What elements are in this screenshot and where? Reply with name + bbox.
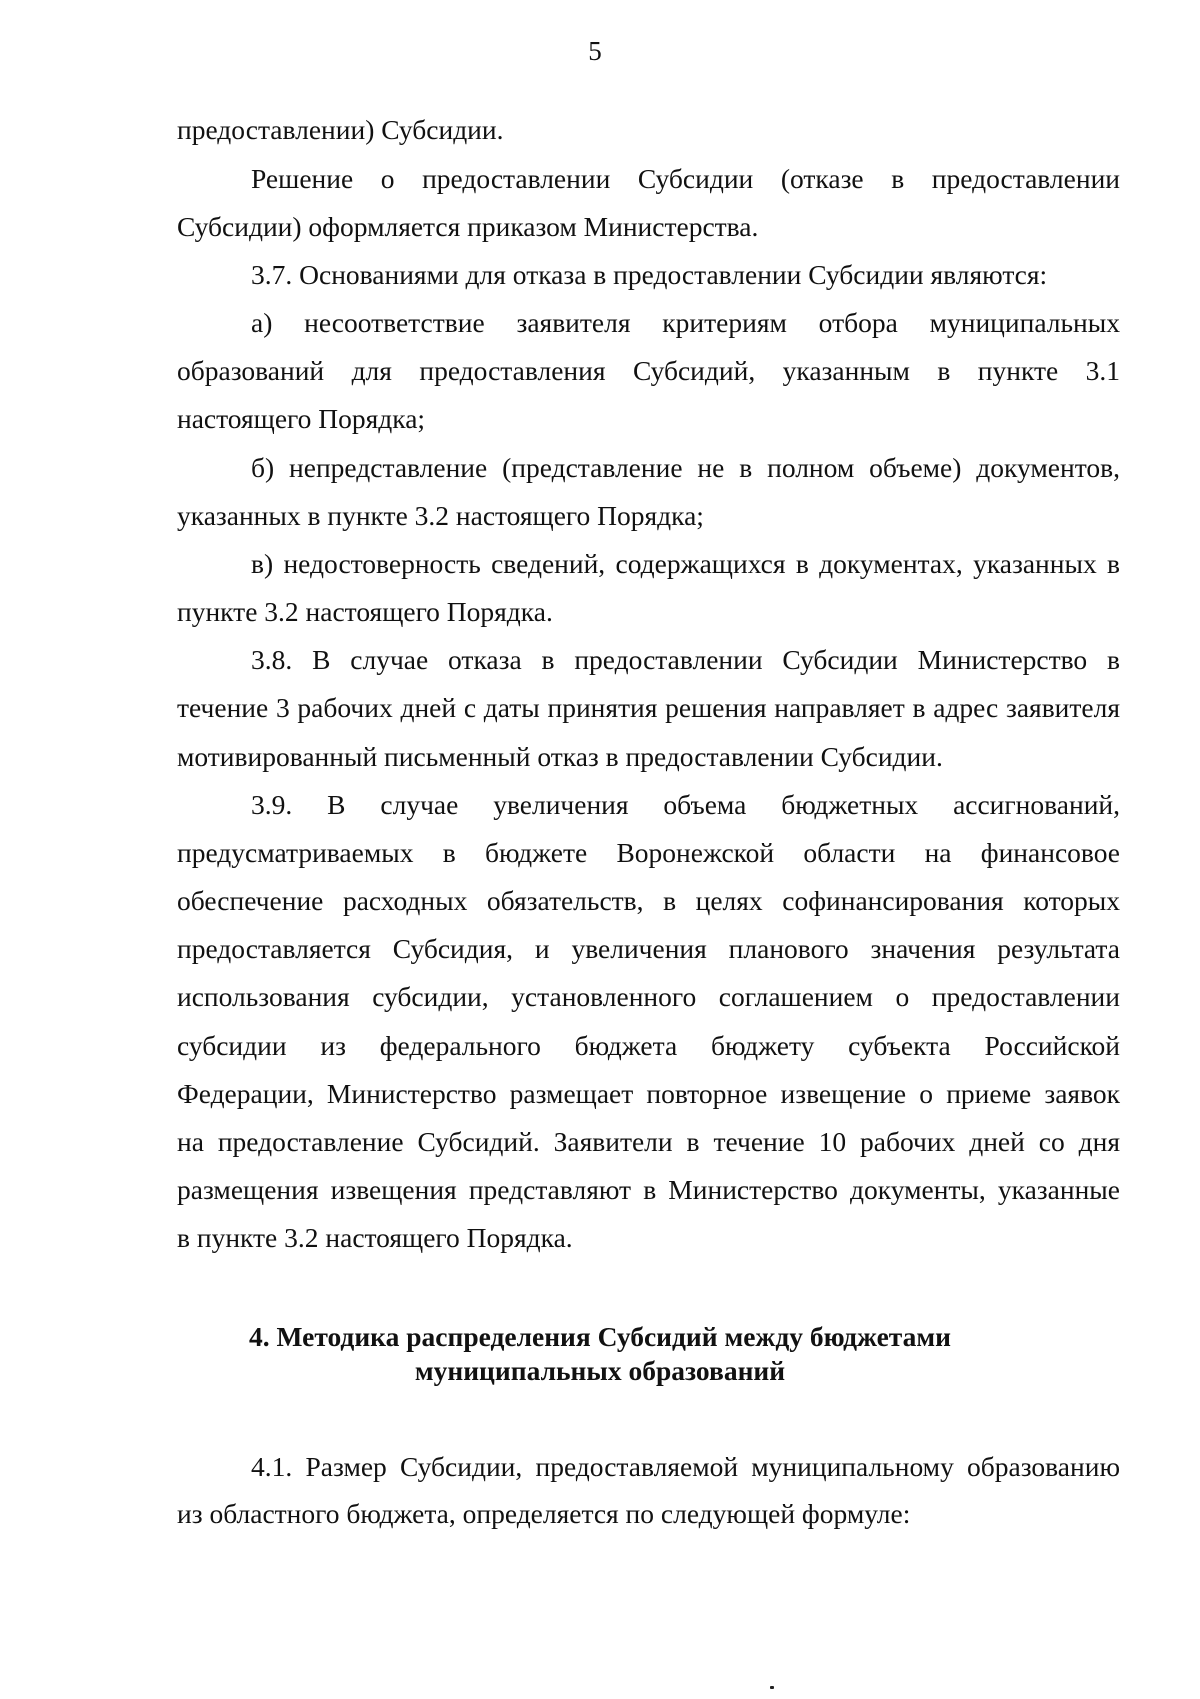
paragraph-line: размещения извещения представляют в Министерство документы, указанные	[177, 1174, 1120, 1205]
section-heading-line-1: 4. Методика распределения Субсидий между бюджетами	[249, 1321, 951, 1352]
paragraph-line: Субсидии) оформляется приказом Министерства.	[177, 211, 759, 242]
paragraph-line: 3.8. В случае отказа в предоставлении Субсидии Министерство в	[251, 644, 1120, 675]
paragraph-line: б) непредставление (представление не в полном объеме) документов,	[251, 452, 1120, 483]
paragraph-line: 4.1. Размер Субсидии, предоставляемой муниципальному образованию	[251, 1451, 1120, 1482]
paragraph-line: течение 3 рабочих дней с даты принятия решения направляет в адрес заявителя	[177, 692, 1120, 723]
paragraph-line: настоящего Порядка;	[177, 403, 426, 434]
paragraph-line: мотивированный письменный отказ в предоставлении Субсидии.	[177, 741, 943, 772]
paragraph-line: Решение о предоставлении Субсидии (отказе в предоставлении	[251, 163, 1120, 194]
paragraph-line: на предоставление Субсидий. Заявители в течение 10 рабочих дней со дня	[177, 1126, 1120, 1157]
paragraph-line: предоставлении) Субсидии.	[177, 114, 504, 145]
paragraph-line: 3.9. В случае увеличения объема бюджетных ассигнований,	[251, 789, 1120, 820]
paragraph-line: указанных в пункте 3.2 настоящего Порядка;	[177, 500, 704, 531]
paragraph-line: из областного бюджета, определяется по следующей формуле:	[177, 1498, 911, 1529]
paragraph-line: обеспечение расходных обязательств, в целях софинансирования которых	[177, 885, 1120, 916]
paragraph-line: субсидии из федерального бюджета бюджету субъекта Российской	[177, 1030, 1120, 1061]
paragraph-line: в пункте 3.2 настоящего Порядка.	[177, 1222, 573, 1253]
paragraph-line: предоставляется Субсидия, и увеличения планового значения результата	[177, 933, 1120, 964]
scan-speck	[770, 1686, 774, 1689]
paragraph-line: Федерации, Министерство размещает повторное извещение о приеме заявок	[177, 1078, 1120, 1109]
paragraph-line: образований для предоставления Субсидий, указанным в пункте 3.1	[177, 355, 1120, 386]
paragraph-line: предусматриваемых в бюджете Воронежской области на финансовое	[177, 837, 1120, 868]
page-number: 5	[588, 36, 602, 66]
section-heading-line-2: муниципальных образований	[414, 1355, 786, 1386]
paragraph-line: а) несоответствие заявителя критериям отбора муниципальных	[251, 307, 1120, 338]
paragraph-line: пункте 3.2 настоящего Порядка.	[177, 596, 553, 627]
paragraph-line: в) недостоверность сведений, содержащихся в документах, указанных в	[251, 548, 1120, 579]
paragraph-line: 3.7. Основаниями для отказа в предоставлении Субсидии являются:	[251, 259, 1048, 290]
paragraph-line: использования субсидии, установленного соглашением о предоставлении	[177, 981, 1120, 1012]
